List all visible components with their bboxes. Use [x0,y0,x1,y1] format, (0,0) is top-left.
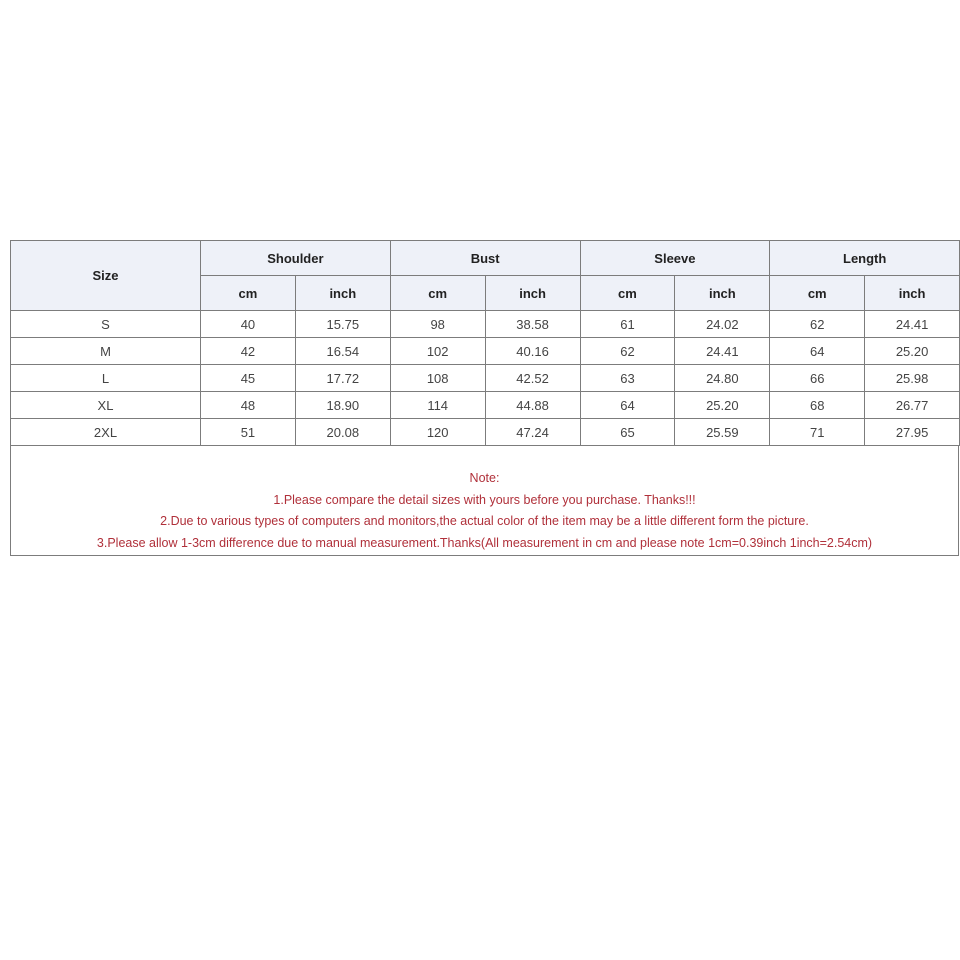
table-cell: 25.20 [865,338,960,365]
table-cell: 48 [201,392,296,419]
table-cell: 24.41 [865,311,960,338]
unit-header-cm: cm [770,276,865,311]
table-cell: 26.77 [865,392,960,419]
table-row [11,419,960,446]
table-cell: 42.52 [485,365,580,392]
table-cell: 64 [770,338,865,365]
table-cell: 27.95 [865,419,960,446]
table-cell: 38.58 [485,311,580,338]
note-line-1: 1.Please compare the detail sizes with yours before you purchase. Thanks!!! [273,492,696,507]
group-header-length: Length [770,241,960,276]
table-cell: 25.59 [675,419,770,446]
notes-box [10,446,959,556]
table-row [11,338,960,365]
table-cell: 24.41 [675,338,770,365]
table-cell: 15.75 [295,311,390,338]
table-cell: 114 [390,392,485,419]
table-cell: 102 [390,338,485,365]
unit-header-inch: inch [865,276,960,311]
table-cell: 20.08 [295,419,390,446]
size-column-header: Size [11,241,201,311]
unit-header-cm: cm [580,276,675,311]
table-cell: 40.16 [485,338,580,365]
table-cell: 64 [580,392,675,419]
table-row [11,365,960,392]
table-cell: 108 [390,365,485,392]
table-cell: 61 [580,311,675,338]
table-cell: 40 [201,311,296,338]
table-cell: 63 [580,365,675,392]
note-line-2: 2.Due to various types of computers and monitors,the actual color of the item may be a little different form the picture. [160,514,809,528]
size-chart [10,240,959,556]
size-table [10,240,960,446]
size-cell: S [11,311,201,338]
table-cell: 17.72 [295,365,390,392]
table-cell: 66 [770,365,865,392]
table-cell: 24.02 [675,311,770,338]
size-cell: L [11,365,201,392]
table-cell: 68 [770,392,865,419]
group-header-shoulder: Shoulder [201,241,391,276]
table-cell: 45 [201,365,296,392]
size-cell: XL [11,392,201,419]
table-cell: 44.88 [485,392,580,419]
note-title: Note: [469,471,500,485]
table-cell: 47.24 [485,419,580,446]
table-row [11,392,960,419]
header-group-row [11,241,960,276]
table-cell: 62 [580,338,675,365]
table-cell: 71 [770,419,865,446]
unit-header-inch: inch [295,276,390,311]
table-cell: 25.20 [675,392,770,419]
table-cell: 51 [201,419,296,446]
unit-header-cm: cm [390,276,485,311]
group-header-sleeve: Sleeve [580,241,770,276]
table-row [11,311,960,338]
table-cell: 120 [390,419,485,446]
size-cell: 2XL [11,419,201,446]
table-cell: 24.80 [675,365,770,392]
unit-header-inch: inch [675,276,770,311]
unit-header-inch: inch [485,276,580,311]
table-cell: 18.90 [295,392,390,419]
table-cell: 25.98 [865,365,960,392]
table-cell: 42 [201,338,296,365]
table-cell: 98 [390,311,485,338]
unit-header-cm: cm [201,276,296,311]
group-header-bust: Bust [390,241,580,276]
note-line-3: 3.Please allow 1-3cm difference due to manual measurement.Thanks(All measurement in cm and please note 1cm=0.39inch 1inch=2.54cm) [96,535,873,550]
table-cell: 65 [580,419,675,446]
table-cell: 16.54 [295,338,390,365]
size-cell: M [11,338,201,365]
table-cell: 62 [770,311,865,338]
